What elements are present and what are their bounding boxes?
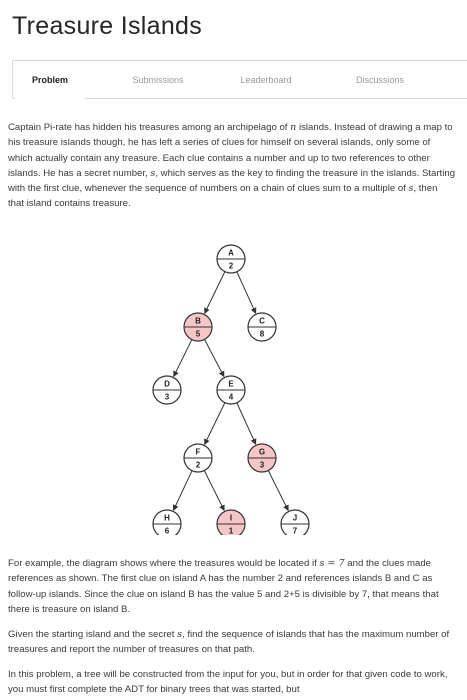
island-letter: B — [195, 316, 201, 326]
island-node-e — [217, 376, 245, 404]
island-node-g — [248, 444, 276, 472]
island-letter: I — [229, 513, 233, 523]
island-value: 6 — [164, 526, 170, 535]
island-node-d — [153, 376, 181, 404]
island-value: 7 — [292, 526, 298, 535]
intro-text-1: Captain Pi-rate has hidden his treasures among an archipelago of — [8, 122, 291, 133]
island-node-i — [217, 510, 245, 535]
variable-s: s — [150, 167, 156, 179]
island-node-a — [217, 245, 245, 273]
island-value: 4 — [228, 392, 234, 402]
island-letter: F — [195, 447, 201, 457]
edge-e-f — [205, 403, 225, 445]
island-node-j — [281, 510, 309, 535]
island-letter: G — [258, 447, 266, 457]
note-paragraph: In this problem, a tree will be constructed from the input for you, but in order for that given code to work, you must first complete the ADT for binary trees that was started, but — [8, 669, 448, 696]
variable-s: s — [408, 183, 414, 195]
island-node-f — [184, 444, 212, 472]
tab-bar — [12, 60, 467, 99]
island-letter: J — [292, 513, 298, 523]
tab-leaderboard[interactable]: Leaderboard — [240, 75, 292, 85]
island-node-h — [153, 510, 181, 535]
island-value: 8 — [259, 329, 265, 339]
edge-b-e — [204, 339, 224, 376]
example-text-2: and the clues made references as shown. The first clue on island A has the number 2 and references islands B and C as follow-up islands. Since the clue on island B has the value 5 and 2+5 is divisible by 7, that means that there is treasure on island B. — [8, 558, 439, 615]
example-paragraph — [8, 556, 456, 617]
edge-b-d — [174, 340, 192, 377]
island-letter: D — [164, 379, 170, 389]
island-value: 3 — [164, 392, 170, 402]
island-value: 2 — [228, 261, 234, 271]
edge-a-b — [205, 272, 225, 314]
intro-text-2: islands. Instead of drawing a map to his treasure islands though, he has left a series of clues for himself on several islands, only some of which actually contain any treasure. Each clue contains a number and up to two references to other islands. He has a secret number, — [8, 122, 453, 179]
island-value: 5 — [195, 329, 201, 339]
variable-s: s — [177, 629, 182, 640]
problem-intro — [8, 120, 456, 212]
edge-f-i — [204, 471, 224, 511]
island-node-b — [184, 313, 212, 341]
example-text-1: For example, the diagram shows where the treasures would be located if — [8, 558, 320, 569]
island-letter: E — [228, 379, 234, 389]
island-tree-diagram — [0, 235, 467, 535]
edge-g-j — [268, 471, 288, 511]
variable-n: n — [290, 122, 297, 133]
island-value: 1 — [228, 526, 234, 535]
goal-text-2: , find the sequence of islands that has the maximum number of treasures and report the number of treasures on that path. — [8, 629, 450, 656]
edge-e-g — [237, 403, 256, 445]
page-title: Treasure Islands — [12, 12, 203, 40]
example-math: s = 7 — [319, 558, 345, 569]
island-letter: H — [164, 513, 170, 523]
tab-problem[interactable]: Problem — [15, 61, 85, 99]
intro-text-3: , which serves as the key to finding the treasure in the islands. Starting with the first clue, whenever the sequence of numbers on a chain of clues sum to a multiple of — [8, 167, 456, 195]
island-node-c — [248, 313, 276, 341]
island-value: 2 — [195, 460, 201, 470]
island-letter: A — [228, 248, 234, 258]
island-value: 3 — [259, 460, 265, 470]
island-letter: C — [259, 316, 265, 326]
edge-f-h — [173, 471, 192, 511]
tab-submissions[interactable]: Submissions — [132, 75, 184, 85]
goal-text-1: Given the starting island and the secret — [8, 629, 178, 640]
intro-text-4: , then that island contains treasure. — [8, 183, 438, 210]
goal-paragraph — [8, 627, 456, 658]
tab-discussions[interactable]: Discussions — [355, 75, 404, 85]
edge-a-c — [237, 272, 256, 314]
